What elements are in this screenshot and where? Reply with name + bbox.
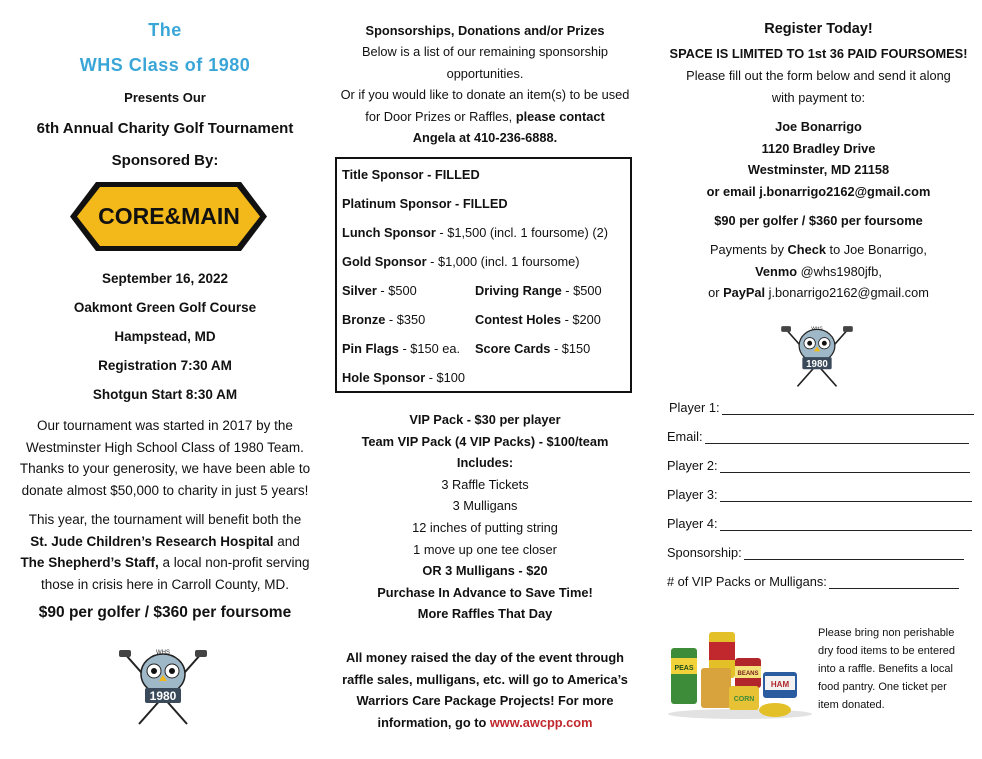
vip-section: VIP Pack - $30 per player Team VIP Pack (4 VIP Packs) - $100/team Includes: 3 Raffle Tickets 3 Mulligans 12 inches of putting string 1 move up one tee closer OR 3 Mulligans - $20 Purchase In Advance to Save Time! More Raffles That Day	[361, 412, 609, 622]
heading-the: The	[148, 20, 182, 40]
sponsor-silver: Silver - $500	[342, 283, 417, 298]
history-paragraph: Our tournament was started in 2017 by the Westminster High School Class of 1980 Team. Thanks to your generosity, we have been able to donate almost $50,000 to charity in just 5 years!	[19, 418, 311, 498]
mailing-address: Joe Bonarrigo 1120 Bradley Drive Westminster, MD 21158 or email j.bonarrigo2162@gmail.com	[706, 119, 931, 199]
logo-text: CORE&MAIN	[98, 203, 240, 229]
svg-text:1980: 1980	[806, 358, 828, 370]
svg-text:1980: 1980	[149, 689, 177, 703]
svg-text:WHS: WHS	[156, 650, 170, 656]
svg-text:CORN: CORN	[733, 696, 755, 703]
sponsorship-heading: Sponsorships, Donations and/or Prizes	[365, 23, 605, 38]
sponsor-hole: Hole Sponsor - $100	[342, 370, 466, 385]
sponsor-gold: Gold Sponsor - $1,000 (incl. 1 foursome)	[342, 254, 580, 269]
intro-text: Below is a list of our remaining sponsorship opportunities. Or if you would like to donate an item(s) to be used for Door Prizes or Raffles, please contact Angela at 410-236-6888.	[340, 44, 630, 146]
player4-field[interactable]: Player 4:	[667, 516, 972, 531]
core-and-main-logo	[70, 182, 267, 251]
player2-field[interactable]: Player 2:	[667, 458, 970, 473]
fill-form-text: Please fill out the form below and send it along with payment to:	[686, 68, 951, 105]
player1-field[interactable]: Player 1:	[669, 400, 974, 415]
email-field[interactable]: Email:	[667, 429, 969, 444]
beneficiary-paragraph: This year, the tournament will benefit both the St. Jude Children’s Research Hospital and The Shepherd’s Staff, a local non-profit serving those in crisis here in Carroll County, MD.	[20, 512, 310, 592]
sponsor-lunch: Lunch Sponsor - $1,500 (incl. 1 foursome) (2)	[342, 225, 608, 240]
sponsor-driving-range: Driving Range - $500	[475, 283, 602, 298]
sponsor-score-cards: Score Cards - $150	[475, 341, 591, 356]
middle-column	[326, 0, 644, 759]
owl-golf-logo-small	[777, 318, 857, 388]
closing-text: All money raised the day of the event through raffle sales, mulligans, etc. will go to America’s Warriors Care Package Projects! For more information, go to www.awcpp.com	[342, 650, 628, 730]
svg-text:BEANS: BEANS	[737, 671, 759, 677]
space-limited: SPACE IS LIMITED TO 1st 36 PAID FOURSOMES!	[669, 46, 968, 61]
left-column	[0, 0, 330, 759]
svg-text:PEAS: PEAS	[674, 665, 694, 672]
sponsor-list-box	[335, 157, 632, 393]
registration-time: Registration 7:30 AM	[98, 358, 232, 373]
sponsor-platinum: Platinum Sponsor - FILLED	[342, 196, 508, 211]
event-course: Oakmont Green Golf Course	[73, 300, 257, 315]
food-drive-note: Please bring non perishable dry food items to be entered into a raffle. Benefits a local food pantry. One ticket per item donated.	[818, 627, 955, 711]
presents-text: Presents Our	[124, 90, 206, 105]
event-location: Hampstead, MD	[114, 329, 216, 344]
right-price: $90 per golfer / $360 per foursome	[714, 213, 923, 228]
owl-golf-logo	[117, 640, 209, 726]
sponsor-title: Title Sponsor - FILLED	[342, 167, 480, 182]
svg-text:HAM: HAM	[770, 680, 790, 689]
event-date: September 16, 2022	[101, 271, 229, 286]
sponsorship-field[interactable]: Sponsorship:	[667, 545, 964, 560]
website-link[interactable]: www.awcpp.com	[489, 714, 593, 730]
canned-food-image	[665, 628, 815, 720]
sponsored-by: Sponsored By:	[111, 152, 219, 169]
payment-methods: Payments by Check to Joe Bonarrigo, Venmo @whs1980jfb, or PayPal j.bonarrigo2162@gmail.com	[708, 242, 929, 301]
heading-class: WHS Class of 1980	[79, 55, 251, 75]
sponsor-contest-holes: Contest Holes - $200	[475, 312, 601, 327]
player3-field[interactable]: Player 3:	[667, 487, 972, 502]
event-name: 6th Annual Charity Golf Tournament	[36, 120, 294, 137]
sponsor-bronze: Bronze - $350	[342, 312, 426, 327]
sponsor-pin-flags: Pin Flags - $150 ea.	[342, 341, 461, 356]
svg-text:WHS: WHS	[811, 326, 823, 332]
price-text: $90 per golfer / $360 per foursome	[38, 604, 292, 621]
shotgun-time: Shotgun Start 8:30 AM	[92, 387, 238, 402]
vip-packs-field[interactable]: # of VIP Packs or Mulligans:	[667, 574, 959, 589]
register-heading: Register Today!	[764, 21, 873, 37]
right-column	[655, 0, 982, 759]
